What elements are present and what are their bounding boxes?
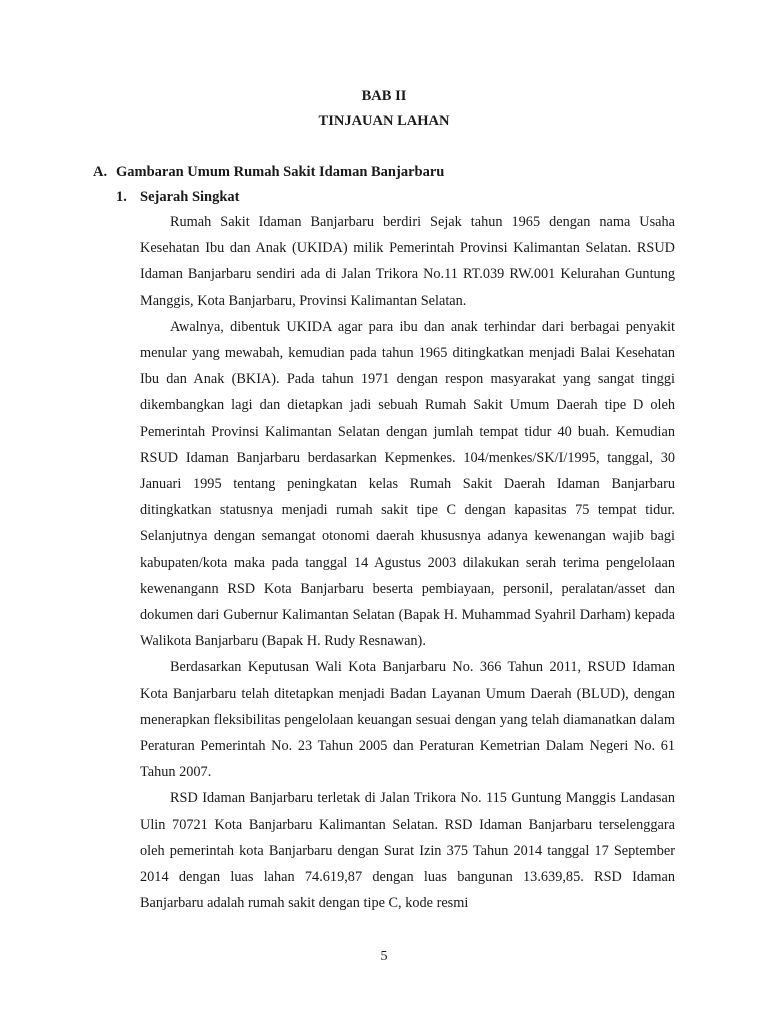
page-number: 5 <box>380 949 388 964</box>
paragraph-1: Rumah Sakit Idaman Banjarbaru berdiri Sejak tahun 1965 dengan nama Usaha Kesehatan Ibu dan Anak (UKIDA) milik Pemerintah Provinsi Kalimantan Selatan. RSUD Idaman Banjarbaru sendiri ada di Jalan Trikora No.11 RT.039 RW.001 Kelurahan Guntung Manggis, Kota Banjarbaru, Provinsi Kalimantan Selatan. <box>140 214 675 309</box>
subsection-heading-1 <box>116 188 240 206</box>
paragraph-3: Berdasarkan Keputusan Wali Kota Banjarbaru No. 366 Tahun 2011, RSUD Idaman Kota Banjarbaru telah ditetapkan menjadi Badan Layanan Umum Daerah (BLUD), dengan menerapkan fleksibilitas pengelolaan keuangan sesuai dengan yang telah diamanatkan dalam Peraturan Pemerintah No. 23 Tahun 2005 dan Peraturan Kemetrian Dalam Negeri No. 61 Tahun 2007. <box>140 659 675 781</box>
chapter-title: TINJAUAN LAHAN <box>318 113 450 129</box>
section-heading-a <box>93 163 444 181</box>
body-text <box>140 209 675 916</box>
subsection-title: Sejarah Singkat <box>140 189 240 205</box>
paragraph-2: Awalnya, dibentuk UKIDA agar para ibu dan anak terhindar dari berbagai penyakit menular yang mewabah, kemudian pada tahun 1965 ditingkatkan menjadi Balai Kesehatan Ibu dan Anak (BKIA). Pada tahun 1971 dengan respon masyarakat yang sangat tinggi dikembangkan lagi dan dietapkan jadi sebuah Rumah Sakit Umum Daerah tipe D oleh Pemerintah Provinsi Kalimantan Selatan dengan jumlah tempat tidur 40 buah. Kemudian RSUD Idaman Banjarbaru berdasarkan Kepmenkes. 104/menkes/SK/I/1995, tanggal, 30 Januari 1995 tentang peningkatan kelas Rumah Sakit Daerah Idaman Banjarbaru ditingkatkan statusnya menjadi rumah sakit tipe C dengan kapasitas 75 tempat tidur. Selanjutnya dengan semangat otonomi daerah khususnya adanya kewenangan wajib bagi kabupaten/kota maka pada tanggal 14 Agustus 2003 dilakukan serah terima pengelolaan kewenangann RSD Kota Banjarbaru beserta pembiayaan, personil, peralatan/asset dan dokumen dari Gubernur Kalimantan Selatan (Bapak H. Muhammad Syahril Darham) kepada Walikota Banjarbaru (Bapak H. Rudy Resnawan). <box>140 318 675 650</box>
section-label: A. <box>93 164 108 180</box>
section-title: Gambaran Umum Rumah Sakit Idaman Banjarbaru <box>116 164 445 180</box>
paragraph-4: RSD Idaman Banjarbaru terletak di Jalan Trikora No. 115 Guntung Manggis Landasan Ulin 70721 Kota Banjarbaru Kalimantan Selatan. RSD Idaman Banjarbaru terselenggara oleh pemerintah kota Banjarbaru dengan Surat Izin 375 Tahun 2014 tanggal 17 September 2014 dengan luas lahan 74.619,87 dengan luas bangunan 13.639,85. RSD Idaman Banjarbaru adalah rumah sakit dengan tipe C, kode resmi <box>140 790 675 912</box>
chapter-number: BAB II <box>361 88 407 104</box>
subsection-label: 1. <box>116 189 127 205</box>
